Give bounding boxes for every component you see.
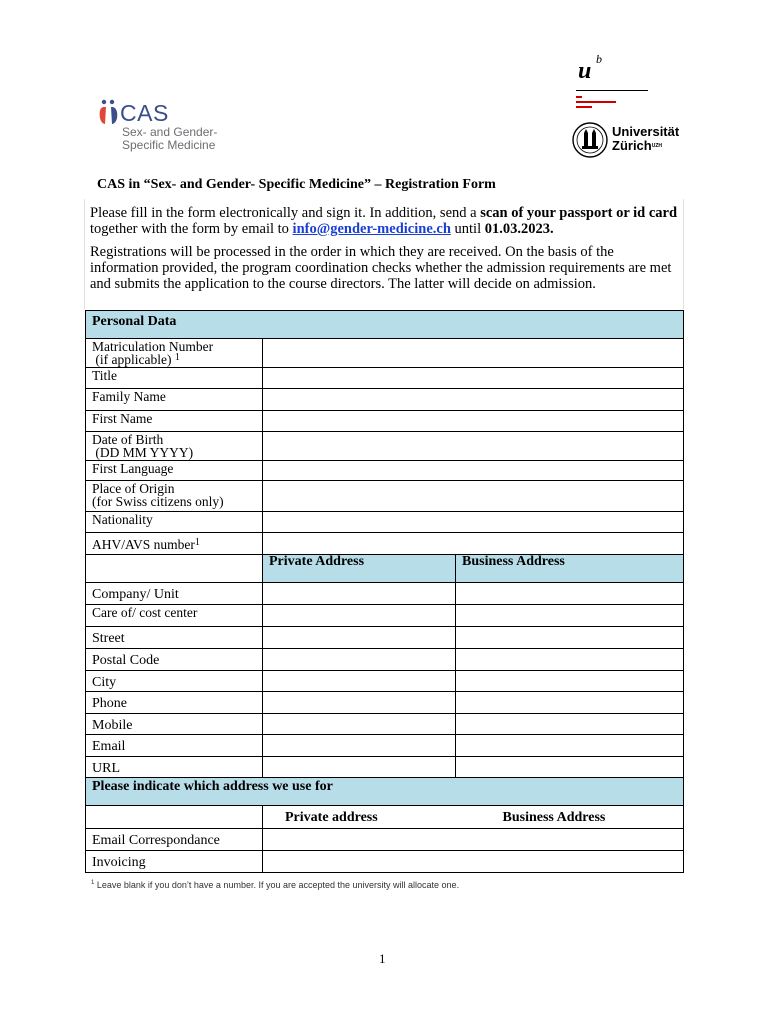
invoicing-field[interactable] xyxy=(263,851,684,873)
private-address-field[interactable] xyxy=(263,692,456,714)
unibe-red-mark xyxy=(576,96,582,98)
unibe-u-letter: u xyxy=(578,58,592,84)
footnote: $^1$ Leave blank if you don’t have a number. If you are accepted the university will allocate one. xyxy=(91,880,460,890)
cas-logo xyxy=(98,98,248,156)
ahv-label: AHV/AVS number$^1$ xyxy=(86,533,263,555)
usage-header-blank xyxy=(86,806,263,829)
place-of-origin-field[interactable] xyxy=(263,481,684,512)
cas-figures-icon xyxy=(98,98,120,126)
business-address-field[interactable] xyxy=(456,671,684,692)
email-correspondence-label: Email Correspondance xyxy=(86,829,263,851)
unibe-rule xyxy=(576,90,648,91)
unibe-logo xyxy=(576,52,656,112)
private-address-field[interactable] xyxy=(263,671,456,692)
private-address-field[interactable] xyxy=(263,757,456,778)
business-address-field[interactable] xyxy=(456,735,684,757)
personal-data-header: Personal Data xyxy=(86,311,684,339)
cas-subtitle: Sex- and Gender- Specific Medicine xyxy=(122,125,218,152)
nationality-label: Nationality xyxy=(86,512,263,533)
usage-column-headers xyxy=(263,806,684,829)
private-address-column: Private address xyxy=(285,810,378,825)
address-row-label: Postal Code xyxy=(86,649,263,671)
cas-wordmark: CAS xyxy=(120,100,169,126)
uzh-wordmark: Universität Zürich$^{UZH}$ xyxy=(612,124,680,153)
private-address-header: Private Address xyxy=(263,555,456,583)
page-number: 1 xyxy=(379,951,386,966)
business-address-field[interactable] xyxy=(456,757,684,778)
business-address-field[interactable] xyxy=(456,583,684,605)
address-row-label: Email xyxy=(86,735,263,757)
business-address-header: Business Address xyxy=(456,555,684,583)
unibe-red-mark xyxy=(576,106,592,108)
title-label: Title xyxy=(86,368,263,389)
date-of-birth-field[interactable] xyxy=(263,432,684,461)
family-name-label: Family Name xyxy=(86,389,263,411)
address-row-label: URL xyxy=(86,757,263,778)
uzh-seal-icon xyxy=(572,122,608,158)
address-row-label: Care of/ cost center xyxy=(86,605,263,627)
first-name-field[interactable] xyxy=(263,411,684,432)
intro-paragraph-1: Please fill in the form electronically and sign it. In addition, send a scan of your passport or id card together with the form by email to info@gender-medicine.ch until 01.03.2023. xyxy=(90,205,678,237)
business-address-field[interactable] xyxy=(456,692,684,714)
first-language-label: First Language xyxy=(86,461,263,481)
business-address-field[interactable] xyxy=(456,714,684,735)
first-language-field[interactable] xyxy=(263,461,684,481)
email-link[interactable]: info@gender-medicine.ch xyxy=(292,221,451,237)
nationality-field[interactable] xyxy=(263,512,684,533)
registration-form-table xyxy=(85,310,684,873)
first-name-label: First Name xyxy=(86,411,263,432)
place-of-origin-label: Place of Origin (for Swiss citizens only) xyxy=(86,481,263,512)
intro-box xyxy=(84,199,684,309)
private-address-field[interactable] xyxy=(263,627,456,649)
title-field[interactable] xyxy=(263,368,684,389)
address-row-label: City xyxy=(86,671,263,692)
intro-paragraph-2: Registrations will be processed in the order in which they are received. On the basis of the information provided, the program coordination checks whether the admission requirements are met and submits the application to the course directors. The latter will decide on admission. xyxy=(90,244,672,292)
invoicing-label: Invoicing xyxy=(86,851,263,873)
unibe-red-mark xyxy=(576,101,616,103)
private-address-field[interactable] xyxy=(263,605,456,627)
ahv-field[interactable] xyxy=(263,533,684,555)
email-correspondence-field[interactable] xyxy=(263,829,684,851)
matriculation-label: Matriculation Number (if applicable) $^1$ xyxy=(86,339,263,368)
address-row-label: Mobile xyxy=(86,714,263,735)
address-header-blank xyxy=(86,555,263,583)
unibe-b-letter: b xyxy=(596,52,602,66)
uzh-logo xyxy=(572,122,684,160)
matriculation-field[interactable] xyxy=(263,339,684,368)
address-row-label: Phone xyxy=(86,692,263,714)
business-address-field[interactable] xyxy=(456,605,684,627)
private-address-field[interactable] xyxy=(263,649,456,671)
date-of-birth-label: Date of Birth (DD MM YYYY) xyxy=(86,432,263,461)
page-title: CAS in “Sex- and Gender- Specific Medicine” – Registration Form xyxy=(97,177,496,192)
address-usage-header: Please indicate which address we use for xyxy=(86,778,684,806)
private-address-field[interactable] xyxy=(263,583,456,605)
address-row-label: Street xyxy=(86,627,263,649)
business-address-column: Business Address xyxy=(502,810,606,825)
address-row-label: Company/ Unit xyxy=(86,583,263,605)
business-address-field[interactable] xyxy=(456,627,684,649)
private-address-field[interactable] xyxy=(263,735,456,757)
business-address-field[interactable] xyxy=(456,649,684,671)
family-name-field[interactable] xyxy=(263,389,684,411)
private-address-field[interactable] xyxy=(263,714,456,735)
